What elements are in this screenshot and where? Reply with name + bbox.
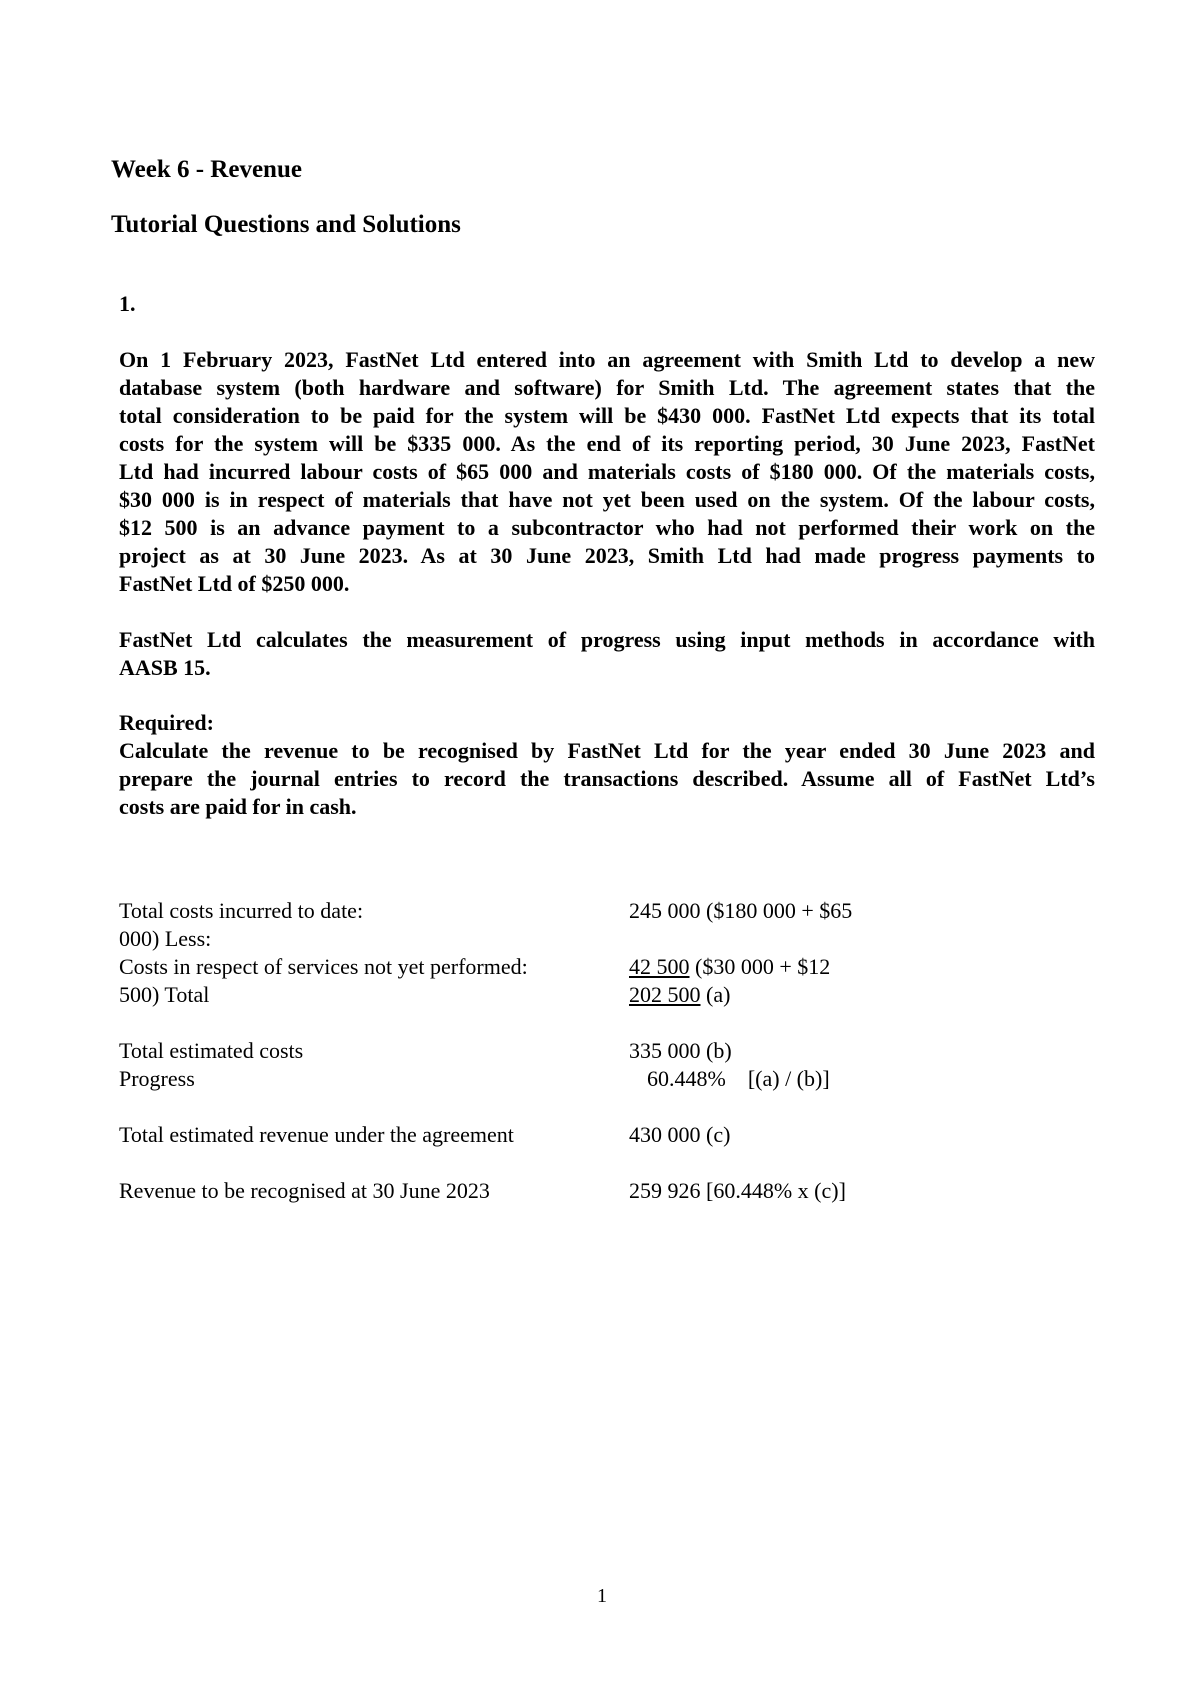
calc-value-rest: (a) (700, 982, 731, 1007)
paragraph-line: On 1 February 2023, FastNet Ltd entered into an agreement with Smith Ltd to develop a new (119, 347, 1095, 372)
calc-value-rest: ($30 000 + $12 (689, 954, 831, 979)
calc-value: 335 000 (b) (629, 1038, 732, 1063)
paragraph-line: FastNet Ltd calculates the measurement of progress using input methods in accordance with (119, 627, 1095, 652)
paragraph-line: $12 500 is an advance payment to a subcontractor who had not performed their work on the (119, 515, 1095, 540)
calc-label: Total estimated revenue under the agreement (119, 1122, 514, 1147)
calc-label: Total estimated costs (119, 1038, 304, 1063)
calc-row (119, 925, 211, 953)
underlined-value: 42 500 (629, 954, 690, 979)
paragraph-line: project as at 30 June 2023. As at 30 June 2023, Smith Ltd had made progress payments to (119, 543, 1095, 568)
calc-label: Revenue to be recognised at 30 June 2023 (119, 1178, 490, 1203)
required-line: costs are paid for in cash. (119, 794, 357, 819)
calc-row (119, 953, 831, 981)
required-section (119, 709, 1095, 821)
calc-row (119, 1177, 846, 1205)
paragraph-line: AASB 15. (119, 655, 211, 680)
calc-label: Costs in respect of services not yet performed: (119, 954, 528, 979)
calc-value (629, 981, 730, 1009)
calc-value: 259 926 [60.448% x (c)] (629, 1178, 846, 1203)
calc-value (629, 953, 830, 981)
required-line: prepare the journal entries to record the transactions described. Assume all of FastNet Ltd’s (119, 766, 1095, 791)
calc-value (647, 1065, 830, 1093)
paragraph-line: total consideration to be paid for the system will be $430 000. FastNet Ltd expects that its total (119, 403, 1095, 428)
calc-value: 245 000 ($180 000 + $65 (629, 898, 853, 923)
required-line: Calculate the revenue to be recognised by FastNet Ltd for the year ended 30 June 2023 and (119, 738, 1095, 763)
calc-value: 430 000 (c) (629, 1122, 731, 1147)
required-label: Required: (119, 710, 214, 735)
progress-formula: [(a) / (b)] (747, 1066, 830, 1091)
question-number: 1. (119, 291, 136, 316)
calc-label: Total costs incurred to date: (119, 898, 364, 923)
method-paragraph (119, 626, 1095, 682)
document-subtitle: Tutorial Questions and Solutions (111, 211, 461, 238)
calc-label: 500) Total (119, 982, 210, 1007)
calc-row (119, 897, 853, 925)
calc-row (119, 1037, 732, 1065)
paragraph-line: $30 000 is in respect of materials that have not yet been used on the system. Of the labour costs, (119, 487, 1095, 512)
progress-percent: 60.448% (647, 1066, 726, 1091)
underlined-value: 202 500 (629, 982, 701, 1007)
calc-row (119, 1065, 830, 1093)
document-title: Week 6 - Revenue (111, 156, 302, 183)
paragraph-line: Ltd had incurred labour costs of $65 000 and materials costs of $180 000. Of the materials costs, (119, 459, 1095, 484)
paragraph-line: database system (both hardware and software) for Smith Ltd. The agreement states that the (119, 375, 1095, 400)
calc-label: Progress (119, 1066, 195, 1091)
page-number: 1 (597, 1585, 607, 1607)
calc-row (119, 1121, 731, 1149)
calc-row (119, 981, 731, 1009)
question-paragraph (119, 346, 1095, 598)
paragraph-line: FastNet Ltd of $250 000. (119, 571, 350, 596)
calc-label: 000) Less: (119, 926, 212, 951)
paragraph-line: costs for the system will be $335 000. As the end of its reporting period, 30 June 2023, FastNet (119, 431, 1095, 456)
